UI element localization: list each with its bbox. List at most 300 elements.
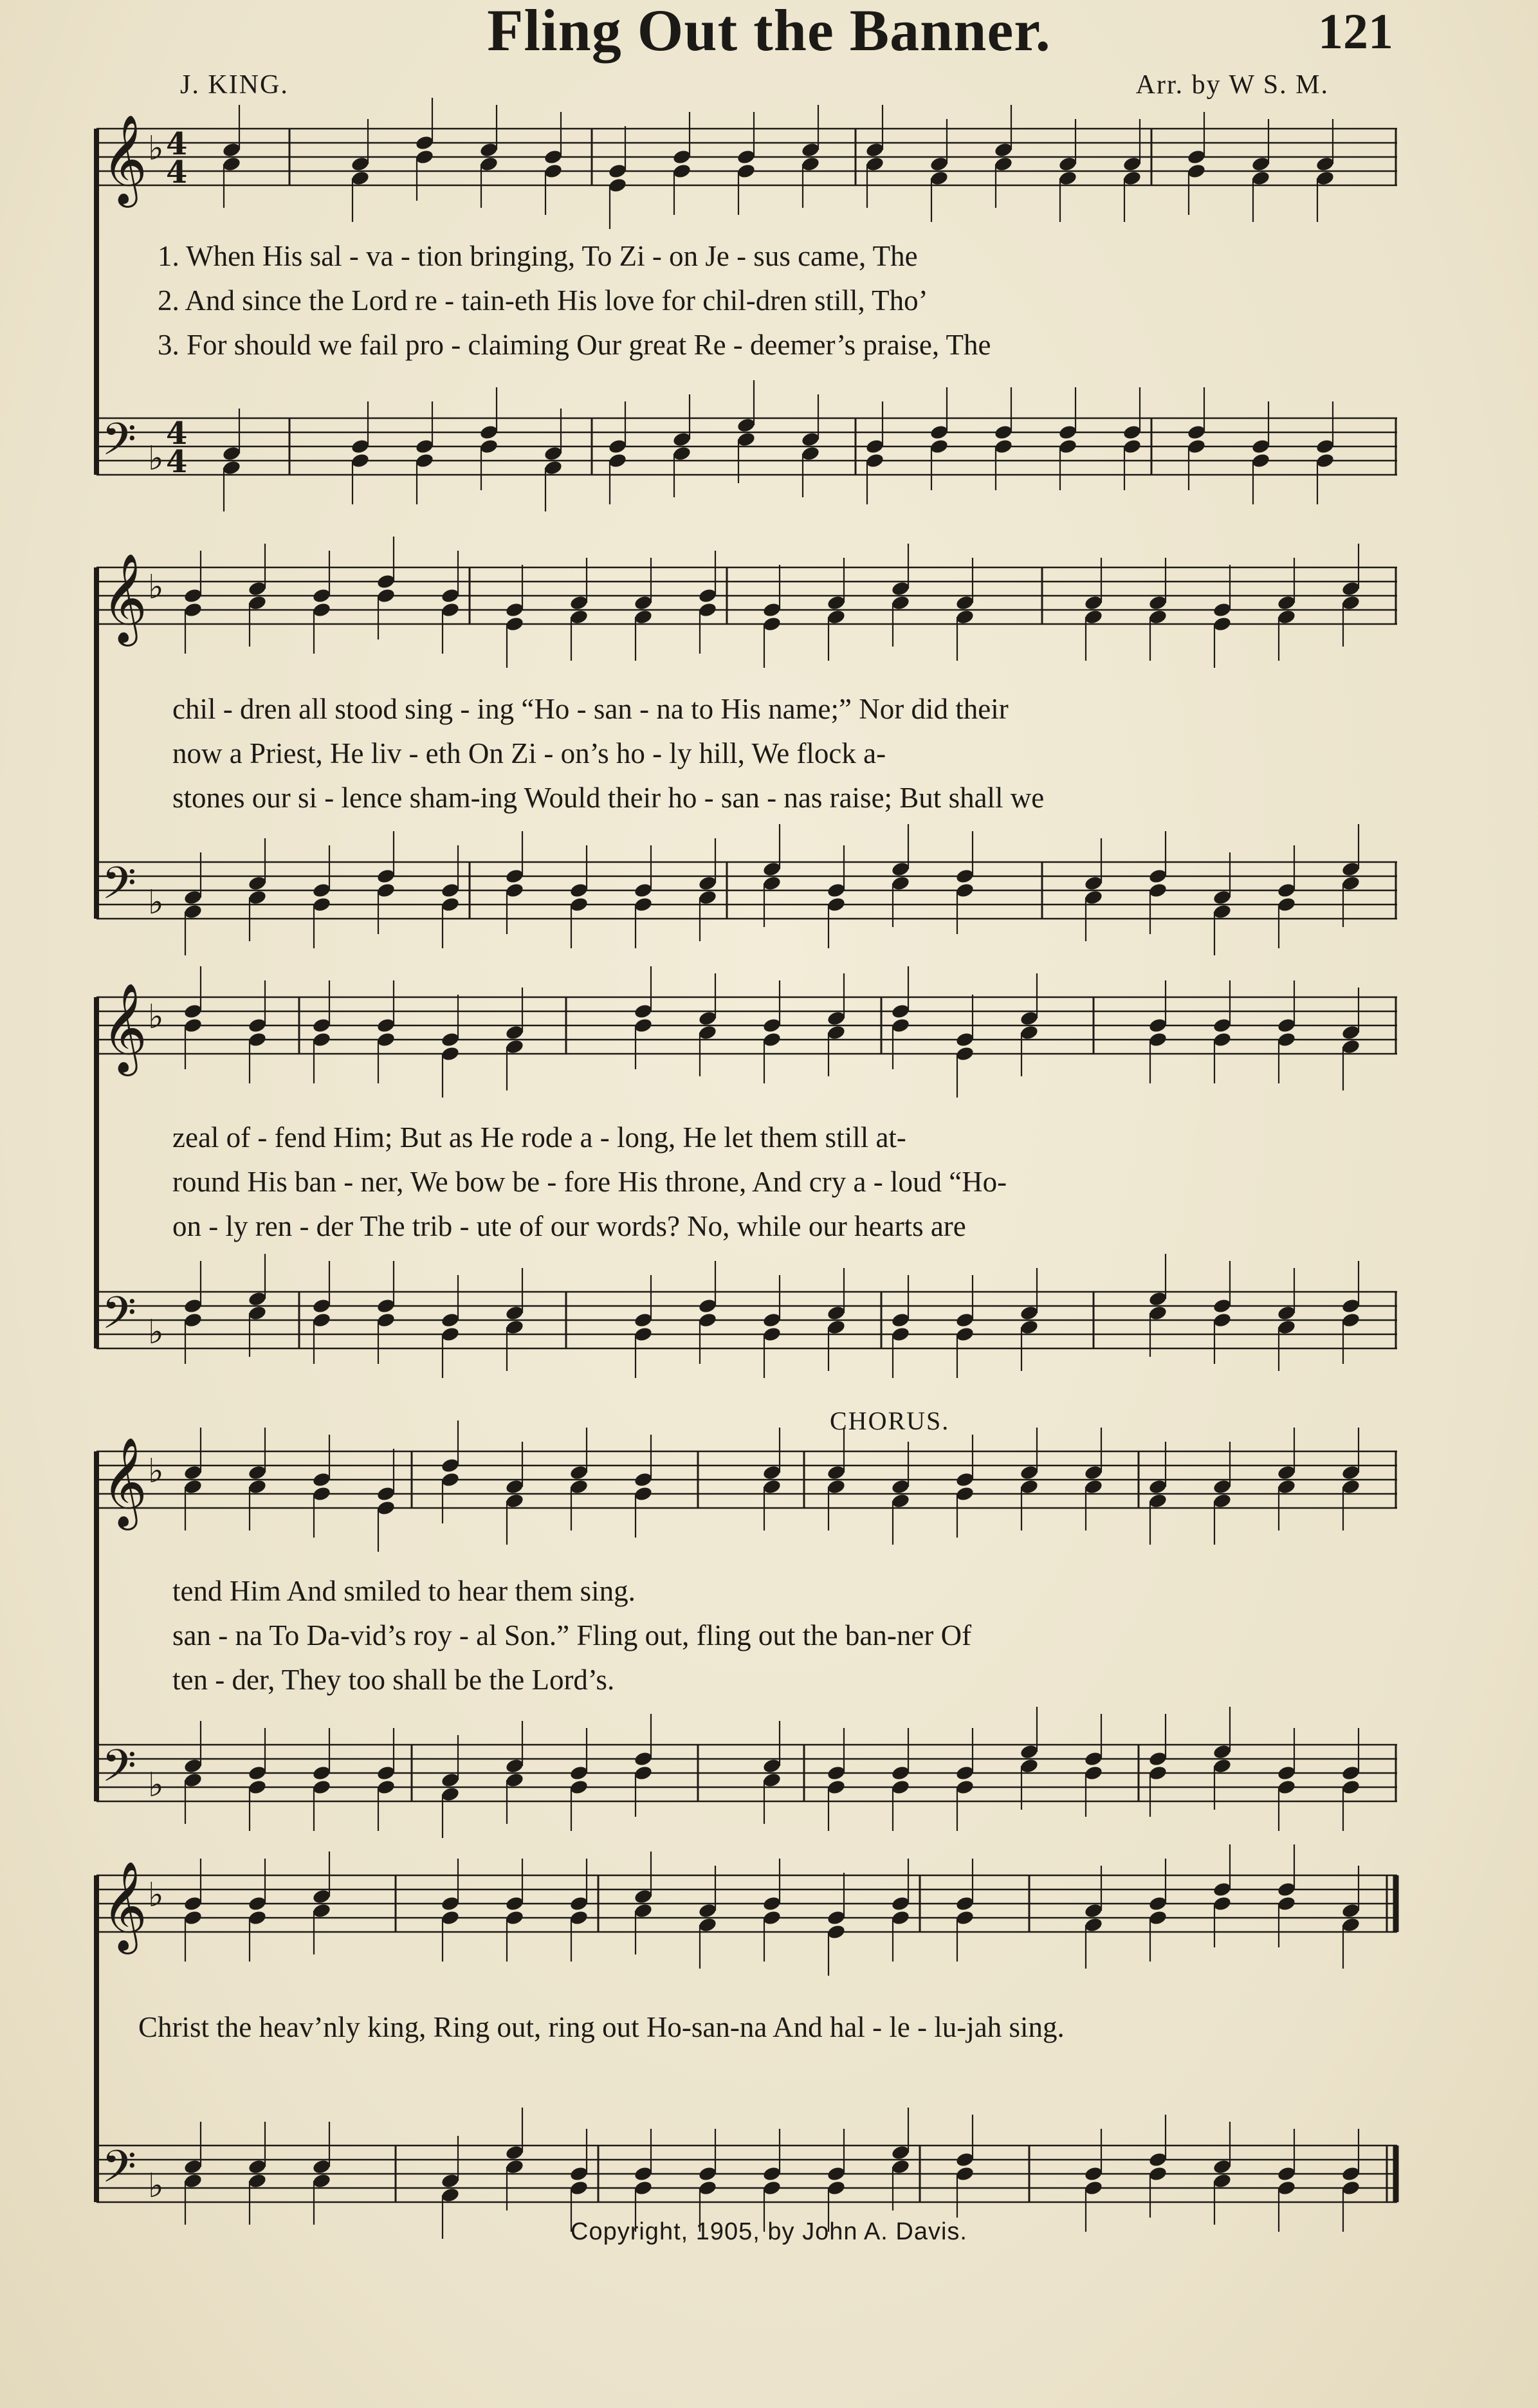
note-head [222,156,242,172]
lyric-line: now a Priest, He liv - eth On Zi - on’s ho - ly hill, We flock a- [172,737,886,769]
note-head [248,594,268,611]
flat-sign-icon: ♭ [148,568,164,607]
note-head [929,170,949,187]
flat-sign-icon: ♭ [148,1452,164,1491]
page-number: 121 [1318,3,1393,59]
bass-clef-icon: 𝄢 [102,1287,137,1350]
note-head [312,882,332,899]
note-head [441,1326,461,1343]
note-head [827,609,847,625]
note-head [762,861,782,878]
note-head [569,1779,589,1796]
treble-clef-icon: 𝄞 [102,983,147,1072]
note-head [698,587,718,604]
note-head [312,2173,332,2189]
note-head [1020,1010,1039,1027]
note-head [1213,1031,1232,1048]
note-head [351,438,371,455]
note-head [505,1493,525,1509]
note-head [312,1779,332,1796]
note-head [248,1478,268,1495]
lyric-line: Christ the heav’nly king, Ring out, ring out Ho-san-na And hal - le - lu-jah sing. [138,2011,1065,2043]
note-head [544,163,563,179]
note-head [891,1909,911,1926]
note-head [1341,1902,1361,1919]
note-head [955,1895,975,1912]
note-head [1084,1478,1104,1495]
note-head [994,438,1014,455]
note-head [544,459,563,476]
note-head [248,1895,268,1912]
note-head [634,896,654,913]
note-head [1148,1909,1168,1926]
note-head [1084,1916,1104,1933]
time-signature: 4 [166,126,188,162]
note-head [865,452,885,469]
composer-credit: J. KING. [180,70,289,100]
note-head [312,2158,332,2175]
note-head [762,2165,782,2182]
note-head [1277,1319,1297,1336]
note-head [569,896,589,913]
note-head [891,1312,911,1328]
note-head [505,1895,525,1912]
note-head [827,594,847,611]
note-head [569,2165,589,2182]
note-head [312,1888,332,1905]
note-head [1341,1038,1361,1055]
note-head [183,587,203,604]
note-head [608,163,628,179]
note-head [634,1485,654,1502]
note-head [1148,2151,1168,2168]
flat-sign-icon: ♭ [148,439,164,478]
treble-clef-icon: 𝄞 [102,1861,147,1951]
bass-clef-icon: 𝄢 [102,2140,137,2203]
note-head [376,587,396,604]
note-head [312,1765,332,1781]
note-head [505,1772,525,1788]
note-head [762,1464,782,1481]
note-head [1341,875,1361,892]
note-head [351,170,371,187]
note-head [441,1909,461,1926]
note-head [827,2165,847,2182]
note-head [1020,1464,1039,1481]
note-head [312,1031,332,1048]
note-head [1277,1881,1297,1898]
flat-sign-icon: ♭ [148,1766,164,1805]
note-head [505,1758,525,1774]
flat-sign-icon: ♭ [148,129,164,168]
note-head [569,882,589,899]
note-head [891,2158,911,2175]
note-head [505,882,525,899]
note-head [634,2180,654,2196]
note-head [634,1471,654,1488]
note-head [376,868,396,885]
note-head [698,1010,718,1027]
note-head [183,1312,203,1328]
note-head [737,149,756,165]
lyric-line: zeal of - fend Him; But as He rode a - long, He let them still at- [172,1121,906,1153]
note-head [1213,1017,1232,1034]
note-head [1213,1312,1232,1328]
note-head [248,1765,268,1781]
note-head [1148,1895,1168,1912]
note-head [1213,1493,1232,1509]
note-head [891,1493,911,1509]
note-head [505,602,525,618]
note-head [1213,2158,1232,2175]
note-head [441,1471,461,1488]
note-head [1187,163,1207,179]
lyric-line: tend Him And smiled to hear them sing. [172,1575,636,1607]
treble-clef-icon: 𝄞 [102,1437,147,1527]
chorus-label: CHORUS. [830,1406,950,1435]
note-head [479,156,499,172]
note-head [1213,903,1232,920]
note-head [505,2158,525,2175]
note-head [801,445,821,462]
note-head [994,156,1014,172]
note-head [376,1312,396,1328]
note-head [827,896,847,913]
note-head [1341,1464,1361,1481]
note-head [1315,170,1335,187]
note-head [1084,1765,1104,1781]
note-head [801,156,821,172]
note-head [505,868,525,885]
note-head [955,1045,975,1062]
note-head [1251,452,1271,469]
note-head [827,2180,847,2196]
note-head [544,149,563,165]
note-head [698,875,718,892]
note-head [1213,616,1232,632]
note-head [441,602,461,618]
note-head [827,1478,847,1495]
note-head [569,2180,589,2196]
note-head [183,1464,203,1481]
note-head [762,875,782,892]
note-head [415,149,435,165]
note-head [415,438,435,455]
note-head [222,459,242,476]
note-head [376,1017,396,1034]
note-head [929,424,949,441]
note-head [955,1779,975,1796]
lyric-line: 1. When His sal - va - tion bringing, To Zi - on Je - sus came, The [158,240,918,272]
note-head [1148,882,1168,899]
note-head [955,609,975,625]
note-head [891,1017,911,1034]
note-head [762,2180,782,2196]
note-head [762,1326,782,1343]
note-head [955,1765,975,1781]
note-head [698,889,718,906]
flat-sign-icon: ♭ [148,1313,164,1352]
note-head [827,1024,847,1041]
note-head [312,1485,332,1502]
note-head [955,1326,975,1343]
note-head [698,2180,718,2196]
treble-clef-icon: 𝄞 [102,553,147,643]
note-head [634,1888,654,1905]
note-head [955,2165,975,2182]
note-head [1341,580,1361,597]
note-head [698,1916,718,1933]
note-head [1084,875,1104,892]
note-head [183,1478,203,1495]
note-head [1277,1017,1297,1034]
note-head [1277,1779,1297,1796]
note-head [737,431,756,448]
note-head [762,1758,782,1774]
note-head [634,609,654,625]
note-head [312,602,332,618]
note-head [248,1909,268,1926]
time-signature: 4 [166,444,188,480]
note-head [505,1024,525,1041]
note-head [505,616,525,632]
note-head [505,1038,525,1055]
note-head [1122,424,1142,441]
note-head [248,2158,268,2175]
note-head [1251,156,1271,172]
flat-sign-icon: ♭ [148,1876,164,1915]
note-head [441,1045,461,1062]
note-head [441,1312,461,1328]
note-head [1213,1758,1232,1774]
note-head [891,1895,911,1912]
note-head [1020,1319,1039,1336]
note-head [608,452,628,469]
note-head [376,1298,396,1314]
note-head [1277,594,1297,611]
note-head [1020,1758,1039,1774]
note-head [415,452,435,469]
note-head [891,875,911,892]
note-head [248,1017,268,1034]
note-head [1148,1291,1168,1307]
note-head [248,1031,268,1048]
note-head [441,1895,461,1912]
note-head [505,1305,525,1321]
note-head [1148,609,1168,625]
note-head [569,1765,589,1781]
note-head [183,1772,203,1788]
note-head [183,2173,203,2189]
note-head [1277,1478,1297,1495]
note-head [891,1779,911,1796]
note-head [441,1457,461,1474]
note-head [1122,170,1142,187]
note-head [762,1478,782,1495]
note-head [569,609,589,625]
lyric-line: round His ban - ner, We bow be - fore His throne, And cry a - loud “Ho- [172,1166,1007,1198]
note-head [569,1464,589,1481]
note-head [955,868,975,885]
note-head [1213,2173,1232,2189]
lyric-line: 2. And since the Lord re - tain-eth His love for chil-dren still, Tho’ [158,284,928,317]
note-head [891,1478,911,1495]
note-head [1213,1298,1232,1314]
note-head [1341,1779,1361,1796]
note-head [762,1909,782,1926]
note-head [1277,2165,1297,2182]
lyric-line: ten - der, They too shall be the Lord’s. [172,1664,615,1696]
note-head [827,1765,847,1781]
treble-clef-icon: 𝄞 [102,115,147,204]
note-head [634,882,654,899]
note-head [1187,149,1207,165]
note-head [865,142,885,158]
note-head [762,1017,782,1034]
note-head [1277,896,1297,913]
note-head [891,594,911,611]
note-head [955,1312,975,1328]
note-head [248,1305,268,1321]
note-head [1084,1464,1104,1481]
note-head [1148,2165,1168,2182]
note-head [698,2165,718,2182]
note-head [1058,156,1078,172]
note-head [762,1312,782,1328]
flat-sign-icon: ♭ [148,998,164,1036]
note-head [762,602,782,618]
note-head [891,1326,911,1343]
note-head [1341,594,1361,611]
note-head [801,142,821,158]
note-head [955,2151,975,2168]
note-head [865,156,885,172]
note-head [1213,1743,1232,1760]
note-head [183,889,203,906]
note-head [1251,170,1271,187]
note-head [634,1326,654,1343]
note-head [634,1312,654,1328]
note-head [183,2158,203,2175]
note-head [672,149,692,165]
note-head [248,1291,268,1307]
note-head [1187,424,1207,441]
note-head [672,445,692,462]
note-head [569,1909,589,1926]
note-head [1213,602,1232,618]
note-head [248,2173,268,2189]
note-head [1341,1478,1361,1495]
note-head [1020,1743,1039,1760]
note-head [827,1909,847,1926]
note-head [248,889,268,906]
note-head [955,594,975,611]
lyric-line: stones our si - lence sham-ing Would their ho - san - nas raise; But shall we [172,782,1045,814]
note-head [183,1017,203,1034]
note-head [1341,2165,1361,2182]
note-head [479,438,499,455]
note-head [955,882,975,899]
note-head [1148,1765,1168,1781]
note-head [1148,1305,1168,1321]
note-head [376,1031,396,1048]
note-head [1277,2180,1297,2196]
note-head [1341,1312,1361,1328]
note-head [569,1478,589,1495]
note-head [1084,1751,1104,1767]
note-head [505,1478,525,1495]
note-head [698,1024,718,1041]
note-head [441,587,461,604]
note-head [505,2144,525,2161]
note-head [569,1895,589,1912]
note-head [376,1765,396,1781]
note-head [1148,1493,1168,1509]
note-head [1148,1017,1168,1034]
note-head [248,580,268,597]
note-head [891,1765,911,1781]
note-head [312,587,332,604]
note-head [1341,1298,1361,1314]
note-head [183,1895,203,1912]
note-head [544,445,563,462]
note-head [608,438,628,455]
note-head [1213,889,1232,906]
note-head [312,896,332,913]
note-head [827,1464,847,1481]
note-head [1020,1478,1039,1495]
note-head [1148,1751,1168,1767]
note-head [762,1895,782,1912]
hymn-title: Fling Out the Banner. [487,0,1051,63]
note-head [1058,424,1078,441]
flat-sign-icon: ♭ [148,2167,164,2205]
time-signature: 4 [166,154,188,190]
note-head [376,1500,396,1516]
note-head [183,1003,203,1020]
note-head [222,142,242,158]
note-head [672,163,692,179]
note-head [634,1003,654,1020]
note-head [634,594,654,611]
note-head [634,1017,654,1034]
note-head [312,1471,332,1488]
lyric-line: on - ly ren - der The trib - ute of our words? No, while our hearts are [172,1210,966,1242]
note-head [891,2144,911,2161]
note-head [1084,1902,1104,1919]
note-head [1277,1305,1297,1321]
note-head [1277,609,1297,625]
note-head [505,1319,525,1336]
note-head [801,431,821,448]
note-head [1251,438,1271,455]
note-head [569,594,589,611]
note-head [1084,2165,1104,2182]
note-head [1277,882,1297,899]
lyric-line: san - na To Da-vid’s roy - al Son.” Fling out, fling out the ban-ner Of [172,1619,972,1651]
note-head [698,1298,718,1314]
note-head [1277,1765,1297,1781]
note-head [183,1909,203,1926]
note-head [891,580,911,597]
note-head [183,1298,203,1314]
note-head [441,2173,461,2189]
note-head [479,424,499,441]
note-head [827,1779,847,1796]
note-head [955,1909,975,1926]
note-head [672,431,692,448]
note-head [415,134,435,151]
